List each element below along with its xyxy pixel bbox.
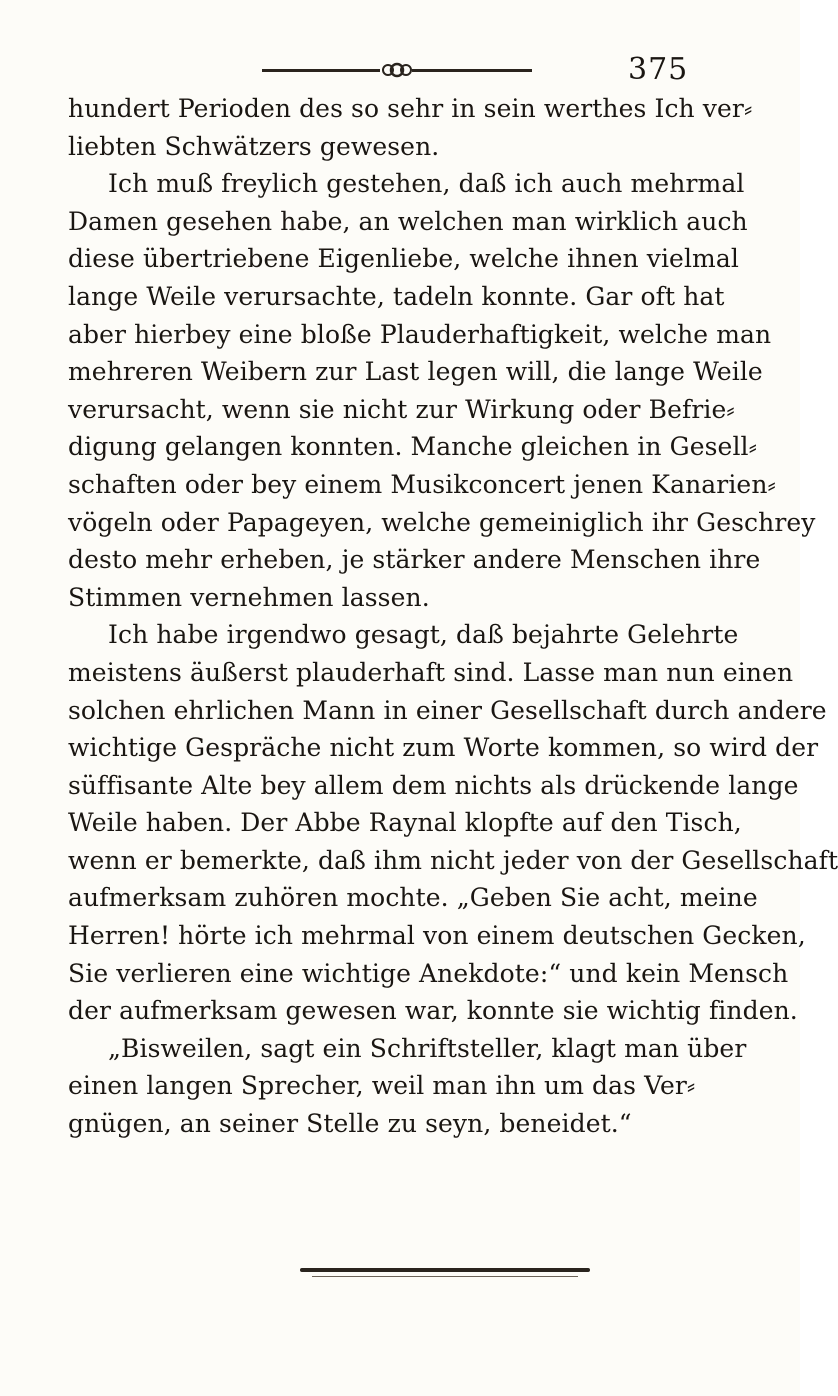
text-line: liebten Schwätzers gewesen. (68, 131, 440, 161)
text-line: Stimmen vernehmen lassen. (68, 582, 430, 612)
paragraph-start-line: Ich habe irgendwo gesagt, daß bejahrte Gelehrte (108, 620, 739, 650)
footer-rule-thin (312, 1276, 578, 1277)
text-line: aber hierbey eine bloße Plauderhaftigkeit, welche man (68, 319, 772, 349)
header-ornament (262, 58, 532, 82)
text-line: Weile haben. Der Abbe Raynal klopfte auf den Tisch, (68, 808, 742, 838)
text-line: süffisante Alte bey allem dem nichts als drückende lange (68, 770, 799, 800)
text-line: Sie verlieren eine wichtige Anekdote:“ und kein Mensch (68, 958, 789, 988)
text-line: diese übertriebene Eigenliebe, welche ihnen vielmal (68, 244, 739, 274)
paragraph-start-line: Ich muß freylich gestehen, daß ich auch mehrmal (108, 169, 745, 199)
text-line: solchen ehrlichen Mann in einer Gesellschaft durch andere (68, 695, 827, 725)
page-number: 375 (628, 52, 689, 87)
text-line: vögeln oder Papageyen, welche gemeiniglich ihr Geschrey (68, 507, 816, 537)
text-line: lange Weile verursachte, tadeln konnte. Gar oft hat (68, 281, 725, 311)
text-line: schaften oder bey einem Musikconcert jenen Kanarien⸗ (68, 469, 776, 499)
body-text (68, 90, 838, 1143)
text-line: mehreren Weibern zur Last legen will, die lange Weile (68, 357, 763, 387)
text-line: wenn er bemerkte, daß ihm nicht jeder von der Gesellschaft (68, 845, 838, 875)
footer-rule (300, 1268, 590, 1272)
text-line: hundert Perioden des so sehr in sein werthes Ich ver⸗ (68, 94, 753, 123)
text-line: einen langen Sprecher, weil man ihn um das Ver⸗ (68, 1071, 696, 1101)
text-line: meistens äußerst plauderhaft sind. Lasse man nun einen (68, 657, 794, 687)
text-line: der aufmerksam gewesen war, konnte sie wichtig finden. (68, 996, 798, 1026)
text-line: wichtige Gespräche nicht zum Worte kommen, so wird der (68, 733, 819, 763)
text-line: desto mehr erheben, je stärker andere Menschen ihre (68, 545, 761, 575)
text-line: gnügen, an seiner Stelle zu seyn, beneidet.“ (68, 1109, 632, 1139)
text-line: verursacht, wenn sie nicht zur Wirkung oder Befrie⸗ (68, 394, 735, 424)
paragraph-start-line: „Bisweilen, sagt ein Schriftsteller, klagt man über (108, 1033, 747, 1063)
text-line: aufmerksam zuhören mochte. „Geben Sie acht, meine (68, 883, 758, 913)
text-line: Herren! hörte ich mehrmal von einem deutschen Gecken, (68, 921, 806, 951)
text-line: Damen gesehen habe, an welchen man wirklich auch (68, 206, 748, 236)
text-line: digung gelangen konnten. Manche gleichen in Gesell⸗ (68, 432, 758, 462)
